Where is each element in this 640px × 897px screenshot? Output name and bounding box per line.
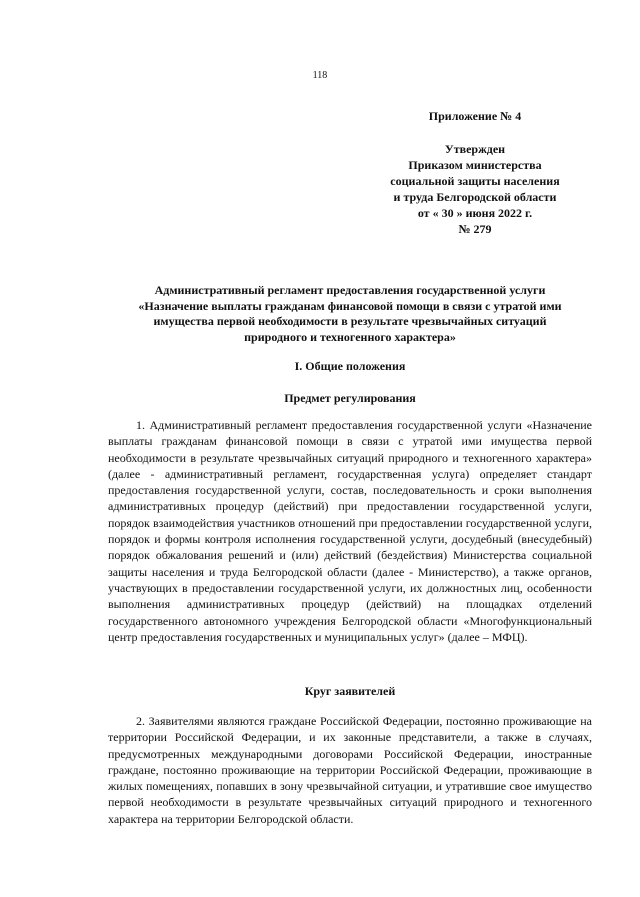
document-title: [108, 283, 592, 345]
section-heading: I. Общие положения: [294, 359, 406, 373]
title-line: имущества первой необходимости в результате чрезвычайных ситуаций: [153, 314, 547, 328]
approval-line: Утвержден: [444, 142, 506, 156]
subsection-heading-applicants: Круг заявителей: [304, 684, 396, 698]
paragraph-2: 2. Заявителями являются граждане Российской Федерации, постоянно проживающие на территории Российской Федерации, и их законные представители, а также в случаях, предусмотренных международными договорами Российской Федерации, иностранные граждане, постоянно проживающие на территории Российской Федерации, проживающие в жилых помещениях, попавших в зону чрезвычайной ситуации, и утратившие свое имущество первой необходимости в результате чрезвычайных ситуаций природного и техногенного характера на территории Белгородской области.: [108, 714, 592, 826]
paragraph-1: 1. Административный регламент предоставления государственной услуги «Назначение выплаты гражданам финансовой помощи в связи с утратой ими имущества первой необходимости в результате чрезвычайных ситуаций природного и техногенного характера» (далее - административный регламент, государственная услуга) определяет стандарт предоставления государственной услуги, состав, последовательность и сроки выполнения административных процедур (действий) при предоставлении государственной услуги, порядок взаимодействия участников отношений при предоставлении государственной услуги, порядок и формы контроля исполнения государственной услуги, досудебный (внесудебный) порядок обжалования решений и (или) действий (бездействия) Министерства социальной защиты населения и труда Белгородской области (далее - Министерство), а также органов, участвующих в предоставлении государственной услуги, их должностных лиц, особенности выполнения административных процедур (действий) на площадках отделений государственного автономного учреждения Белгородской области «Многофункциональный центр предоставления государственных и муниципальных услуг» (далее – МФЦ).: [108, 418, 592, 644]
approval-line: и труда Белгородской области: [393, 190, 557, 204]
approval-line: Приказом министерства: [408, 158, 542, 172]
title-line: природного и техногенного характера»: [244, 329, 456, 344]
subsection-heading-subject: Предмет регулирования: [284, 391, 416, 405]
title-line: «Назначение выплаты гражданам финансовой помощи в связи с утратой ими: [138, 298, 562, 313]
approval-block: [360, 108, 590, 237]
annex-label: Приложение № 4: [428, 109, 522, 123]
page-number: 118: [312, 70, 328, 81]
approval-line: № 279: [458, 222, 492, 236]
title-line: Административный регламент предоставления государственной услуги: [154, 283, 546, 297]
approval-line: от « 30 » июня 2022 г.: [417, 206, 533, 220]
approval-line: социальной защиты населения: [390, 174, 560, 188]
